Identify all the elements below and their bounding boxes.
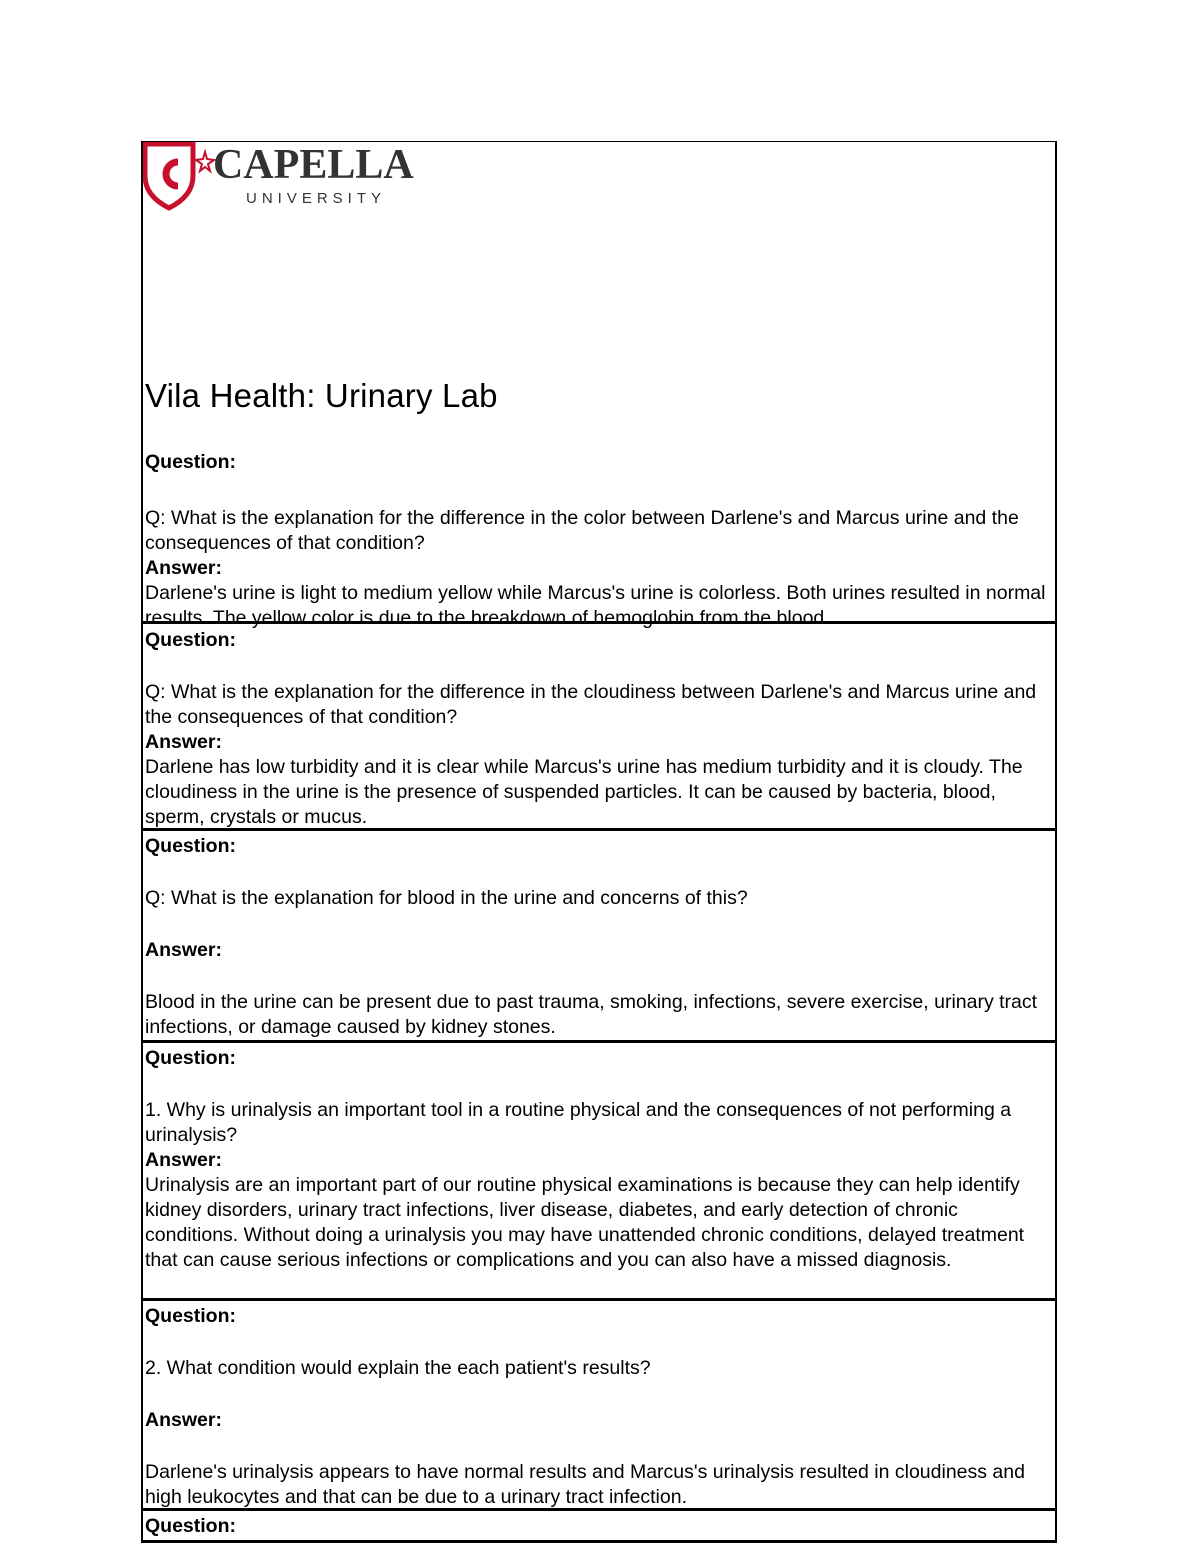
star-icon	[196, 152, 214, 171]
answer-label: Answer:	[145, 731, 222, 753]
qa-block-3	[143, 831, 1055, 1043]
question-text: Q: What is the explanation for the difference in the cloudiness between Darlene's and Marcus urine and the consequences of that condition?	[145, 681, 1037, 728]
answer-text: Darlene has low turbidity and it is clear while Marcus's urine has medium turbidity and it is cloudy. The cloudiness in the urine is the presence of suspended particles. It can be caused by bacteria, blood, sperm, crystals or mucus.	[145, 756, 1023, 828]
svg-text:UNIVERSITY: UNIVERSITY	[246, 190, 387, 207]
qa-block-1	[143, 451, 1055, 629]
question-label: Question:	[145, 451, 236, 473]
document-header	[143, 142, 1055, 479]
capella-logo	[143, 142, 463, 212]
question-label: Question:	[145, 1515, 236, 1537]
question-text: Q: What is the explanation for blood in the urine and concerns of this?	[145, 887, 748, 909]
document-sheet	[141, 141, 1057, 1543]
answer-text: Darlene's urinalysis appears to have normal results and Marcus's urinalysis resulted in cloudiness and high leukocytes and that can be due to a urinary tract infection.	[145, 1461, 1025, 1508]
qa-block-2	[143, 624, 1055, 831]
question-label: Question:	[145, 1305, 236, 1327]
qa-block-5	[143, 1301, 1055, 1511]
question-label: Question:	[145, 629, 236, 651]
question-text: 1. Why is urinalysis an important tool in a routine physical and the consequences of not performing a urinalysis?	[145, 1099, 1012, 1146]
answer-label: Answer:	[145, 939, 222, 961]
answer-label: Answer:	[145, 557, 222, 579]
qa-block-4	[143, 1043, 1055, 1301]
qa-block-6	[143, 1511, 1055, 1543]
question-text: Q: What is the explanation for the difference in the color between Darlene's and Marcus urine and the consequences of that condition?	[145, 507, 1019, 554]
page-title: Vila Health: Urinary Lab	[145, 377, 498, 414]
answer-label: Answer:	[145, 1149, 222, 1171]
answer-label: Answer:	[145, 1409, 222, 1431]
question-text: 2. What condition would explain the each patient's results?	[145, 1357, 651, 1379]
svg-text:CAPELLA: CAPELLA	[213, 142, 414, 188]
answer-text: Darlene's urine is light to medium yellow while Marcus's urine is colorless. Both urines resulted in normal results. The yellow color is due to the breakdown of hemoglobin from the blood.	[145, 582, 1046, 629]
question-label: Question:	[145, 835, 236, 857]
question-label: Question:	[145, 1047, 236, 1069]
answer-text: Blood in the urine can be present due to past trauma, smoking, infections, severe exercise, urinary tract infections, or damage caused by kidney stones.	[145, 991, 1038, 1038]
answer-text: Urinalysis are an important part of our routine physical examinations is because they can help identify kidney disorders, urinary tract infections, liver disease, diabetes, and early detection of chronic conditions. Without doing a urinalysis you may have unattended chronic conditions, delayed treatment that can cause serious infections or complications and you can also have a missed diagnosis.	[145, 1174, 1025, 1271]
